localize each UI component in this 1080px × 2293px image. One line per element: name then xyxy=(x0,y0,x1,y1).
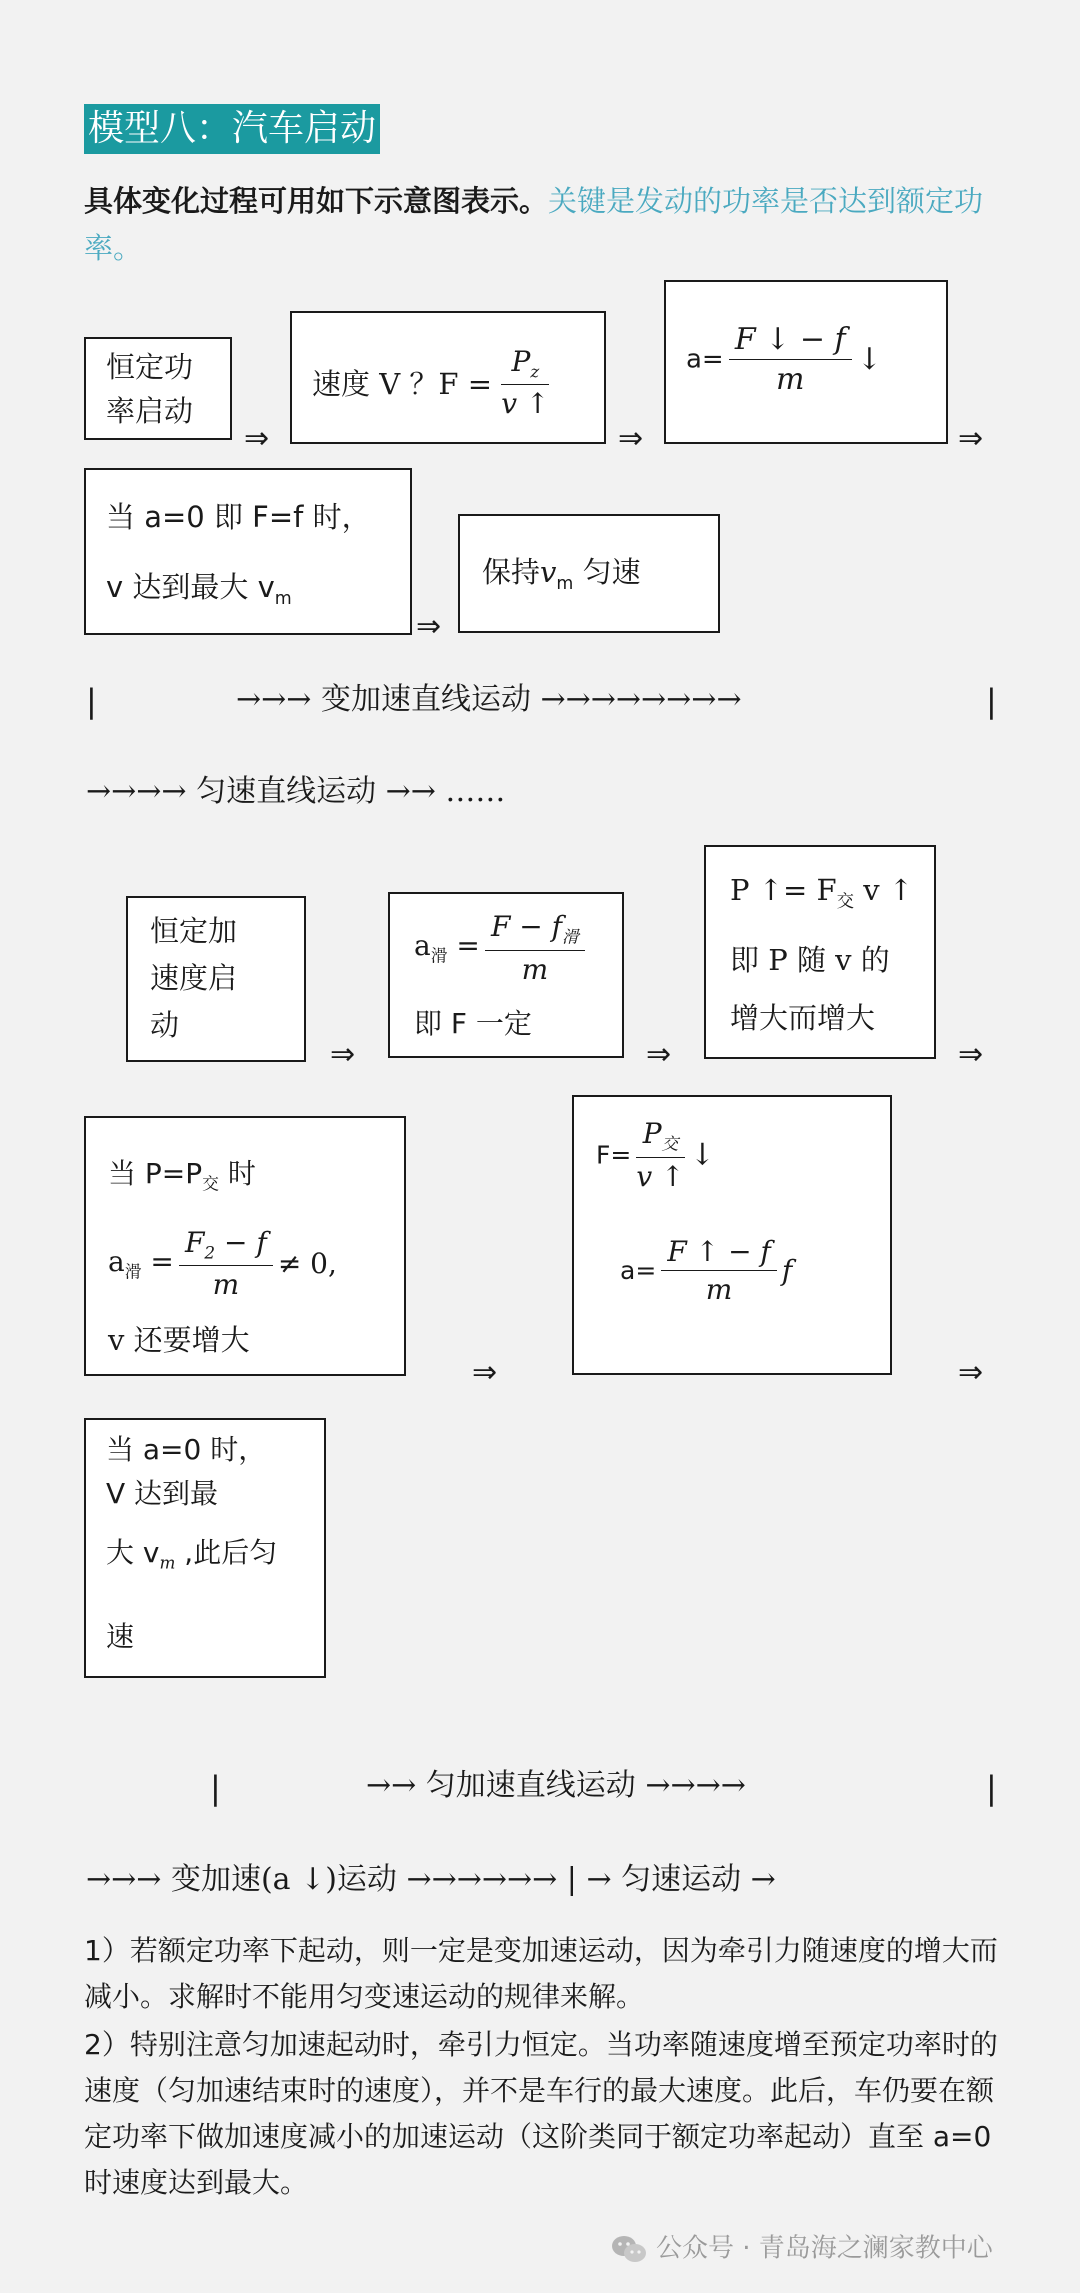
s2-flow1-bar-left: | xyxy=(210,1769,221,1807)
s2-box2-line2: 即 F 一定 xyxy=(414,1007,532,1040)
s2-box-force-decrease xyxy=(572,1095,892,1375)
s1-flow1-text: →→→ 变加速直线运动 →→→→→→→→ xyxy=(236,682,742,717)
s2-flow2-text: →→→ 变加速(a ↓)运动 →→→→→→ | → 匀速运动 → xyxy=(86,1862,776,1897)
s2-box3-line1: P ↑= $F_交$ v ↑ xyxy=(730,873,914,912)
arrow-icon: ⇒ xyxy=(958,1355,984,1390)
page-title: 模型八：汽车启动 xyxy=(84,104,380,154)
s1-box5-sub: m xyxy=(556,573,574,594)
s2-box-accel-formula xyxy=(388,892,624,1058)
s1-box1-line1: 恒定功 xyxy=(106,350,194,384)
s2-box-rated-power xyxy=(84,1116,406,1376)
s1-box4-line2: v 达到最大 $v_m$ xyxy=(106,570,292,609)
s2-box4-line3: v 还要增大 xyxy=(108,1323,250,1357)
s1-box-acceleration xyxy=(664,280,948,444)
s1-box-keep-speed xyxy=(458,514,720,633)
s2-box2-a-sub: 滑 xyxy=(430,945,448,966)
s2-box1-line2: 速度启 xyxy=(150,961,238,995)
s2-box6-line2: V 达到最 xyxy=(106,1477,219,1510)
s2-box6-line1: 当 a=0 时， xyxy=(106,1433,267,1466)
s1-box3-prefix: a= xyxy=(686,344,724,375)
arrow-icon: ⇒ xyxy=(646,1037,672,1072)
s2-box2-eq: = xyxy=(456,929,480,962)
s1-flow1-bar-left: | xyxy=(86,682,97,720)
intro-plain: 具体变化过程可用如下示意图表示。 xyxy=(84,184,549,218)
s1-box2-fraction xyxy=(501,345,549,420)
s2-box3-line2: 即 P 随 v 的 xyxy=(730,942,890,977)
s1-box2-label: 速度 V ？F = xyxy=(312,366,493,401)
s1-box4-line1: 当 a=0 即 F=f 时， xyxy=(106,500,371,534)
footer-text: 公众号 · 青岛海之澜家教中心 xyxy=(656,2233,993,2264)
s2-box2-fraction: $\frac{F - f_滑}{m}$ xyxy=(485,910,585,986)
arrow-icon: ⇒ xyxy=(244,421,270,456)
s2-box5-f-formula: F= $\frac{P_交}{v ↑}$ ↓ xyxy=(596,1117,715,1193)
s2-box-power-increase xyxy=(704,845,936,1059)
s2-box6-line4: 速 xyxy=(106,1619,135,1653)
s1-box3-den: m xyxy=(775,362,805,397)
s1-box3-fraction xyxy=(729,322,852,397)
s1-box3-suffix: ↓ xyxy=(856,342,882,377)
s2-box4-formula: $a_滑$ = $\frac{F_2 - f}{m}$ ≠ 0, xyxy=(108,1226,337,1301)
s1-flow2-text: →→→→ 匀速直线运动 →→ …… xyxy=(86,774,506,809)
wechat-icon xyxy=(610,2234,648,2264)
s2-flow1-bar-right: | xyxy=(986,1769,997,1807)
footer xyxy=(610,2228,993,2268)
s1-box5-b: 匀速 xyxy=(573,555,641,589)
arrow-icon: ⇒ xyxy=(330,1037,356,1072)
s2-box2-a: a xyxy=(414,929,431,962)
s1-box5-v: v xyxy=(540,555,557,589)
s2-box4-line1: 当 $P=P_交$ 时 xyxy=(108,1157,256,1194)
s2-box5-a-formula: a= $\frac{F ↑ - f}{m}$ f xyxy=(620,1235,793,1306)
s1-flow1-bar-right: | xyxy=(986,682,997,720)
s1-box-max-speed xyxy=(84,468,412,635)
s1-box1-line2: 率启动 xyxy=(106,394,194,428)
arrow-icon: ⇒ xyxy=(958,421,984,456)
intro-highlight: 关键是发动的功率是否达到额定功率。 xyxy=(84,184,984,265)
note-1: 1）若额定功率下起动，则一定是变加速运动，因为牵引力随速度的增大而减小。求解时不能用匀变速运动的规律来解。 xyxy=(84,1934,998,2013)
s2-box1-line1: 恒定加 xyxy=(150,914,238,948)
s2-box-constant-accel xyxy=(126,896,306,1062)
s1-box3-num: F ↓ − f xyxy=(729,322,852,360)
arrow-icon: ⇒ xyxy=(472,1355,498,1390)
arrow-icon: ⇒ xyxy=(618,421,644,456)
s2-box6-line3: 大 $v_m$ ,此后匀 xyxy=(106,1536,278,1573)
s2-box1-line3: 动 xyxy=(150,1008,180,1042)
s1-box-constant-power xyxy=(84,337,232,440)
arrow-icon: ⇒ xyxy=(416,609,442,644)
s1-box5-a: 保持 xyxy=(482,555,541,589)
intro-text xyxy=(84,178,1014,272)
s1-box2-den: v ↑ xyxy=(501,386,550,420)
s2-flow1-text: →→ 匀加速直线运动 →→→→ xyxy=(366,1768,746,1803)
s1-box2-num: P xyxy=(511,345,531,378)
s1-box2-num-sub: z xyxy=(530,361,540,382)
arrow-icon: ⇒ xyxy=(958,1037,984,1072)
s2-box-final-speed xyxy=(84,1418,326,1678)
s1-box-speed xyxy=(290,311,606,444)
s2-box3-line3: 增大而增大 xyxy=(730,1000,876,1035)
note-2: 2）特别注意匀加速起动时，牵引力恒定。当功率随速度增至预定功率时的速度（匀加速结束时的速度），并不是车行的最大速度。此后，车仍要在额定功率下做加速度减小的加速运动（这阶类同于额定功率起动）直至 a=0 时速度达到最大。 xyxy=(84,2028,998,2199)
